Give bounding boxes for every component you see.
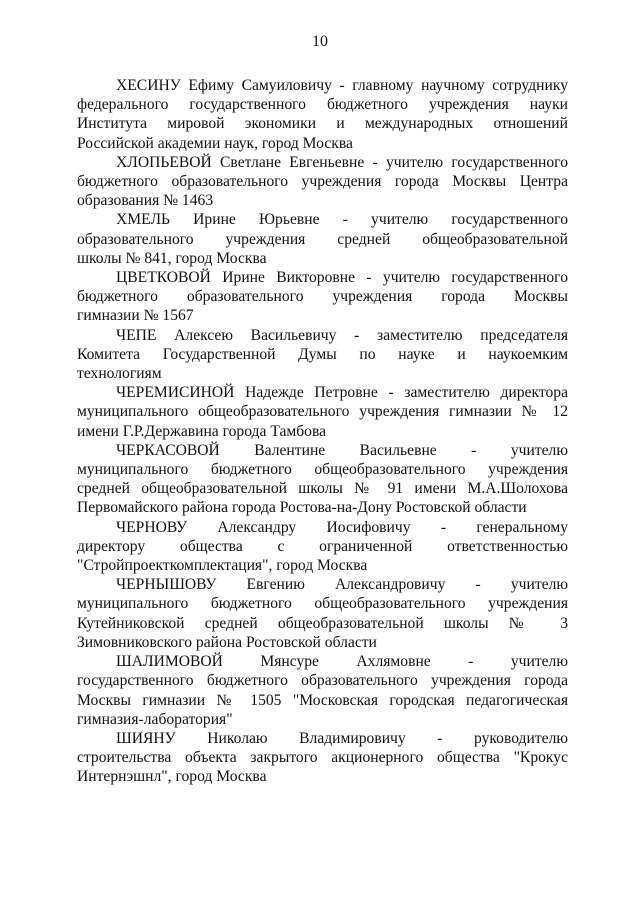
entry-line: Российской академии наук, город Москва <box>77 134 353 152</box>
entry-line: строительства объекта закрытого акционерного общества "Крокус <box>77 749 568 767</box>
entry-line: муниципального бюджетного общеобразовательного учреждения <box>77 595 568 613</box>
entry-line: ШИЯНУ Николаю Владимировичу - руководителю <box>116 729 568 747</box>
page-number: 10 <box>312 33 328 50</box>
list-item <box>77 383 568 441</box>
list-item <box>77 76 568 153</box>
entry-line: гимназии № 1567 <box>77 307 194 325</box>
entry-line: ЧЕРЕМИСИНОЙ Надежде Петровне - заместителю директора <box>116 384 568 402</box>
entry-line: гимназия-лаборатория" <box>77 710 233 728</box>
list-item <box>77 326 568 384</box>
entry-line: "Стройпроекткомплектация", город Москва <box>77 557 368 575</box>
entry-line: Москвы гимназии № 1505 "Московская городская педагогическая <box>77 691 568 709</box>
entry-line: ЧЕПЕ Алексею Васильевичу - заместителю председателя <box>116 326 568 344</box>
entry-line: федерального государственного бюджетного учреждения науки <box>77 96 568 114</box>
entry-line: ЧЕРКАСОВОЙ Валентине Васильевне - учителю <box>116 441 568 459</box>
entry-line: муниципального бюджетного общеобразовательного учреждения <box>77 461 568 479</box>
list-item <box>77 518 568 576</box>
entry-line: образования № 1463 <box>77 192 214 210</box>
entry-line: средней общеобразовательной школы № 91 имени М.А.Шолохова <box>77 480 568 498</box>
entry-line: ЦВЕТКОВОЙ Ирине Викторовне - учителю государственного <box>116 269 568 287</box>
entry-line: Зимовниковского района Ростовской области <box>77 633 377 651</box>
entry-line: образовательного учреждения средней общеобразовательной <box>77 230 568 248</box>
list-item <box>77 153 568 211</box>
entry-line: имени Г.Р.Державина города Тамбова <box>77 422 327 440</box>
list-item <box>77 441 568 518</box>
entry-line: бюджетного образовательного учреждения города Москвы Центра <box>77 173 568 191</box>
entry-line: ЧЕРНЫШОВУ Евгению Александровичу - учителю <box>116 576 568 594</box>
entry-line: технологиям <box>77 365 162 383</box>
award-list <box>77 76 568 787</box>
entry-line: директору общества с ограниченной ответственностью <box>77 537 568 555</box>
entry-line: ХМЕЛЬ Ирине Юрьевне - учителю государственного <box>116 211 568 229</box>
list-item <box>77 652 568 729</box>
list-item <box>77 575 568 652</box>
entry-line: Комитета Государственной Думы по науке и наукоемким <box>77 345 568 363</box>
entry-line: муниципального общеобразовательного учреждения гимназии № 12 <box>77 403 568 421</box>
entry-line: ЧЕРНОВУ Александру Иосифовичу - генеральному <box>116 518 568 536</box>
entry-line: Первомайского района города Ростова-на-Дону Ростовской области <box>77 499 527 517</box>
list-item <box>77 210 568 268</box>
entry-line: ХЕСИНУ Ефиму Самуиловичу - главному научному сотруднику <box>116 77 568 94</box>
entry-line: Кутейниковской средней общеобразовательной школы № 3 <box>77 614 568 632</box>
entry-line: ШАЛИМОВОЙ Мянсуре Ахлямовне - учителю <box>116 653 568 671</box>
entry-line: бюджетного образовательного учреждения города Москвы <box>77 288 568 306</box>
entry-line: школы № 841, город Москва <box>77 249 267 267</box>
list-item <box>77 268 568 326</box>
entry-line: ХЛОПЬЕВОЙ Светлане Евгеньевне - учителю государственного <box>116 153 568 171</box>
entry-line: государственного бюджетного образовательного учреждения города <box>77 672 568 690</box>
entry-line: Интернэшнл", город Москва <box>77 768 267 786</box>
list-item <box>77 729 568 787</box>
entry-line: Института мировой экономики и международных отношений <box>77 115 568 133</box>
